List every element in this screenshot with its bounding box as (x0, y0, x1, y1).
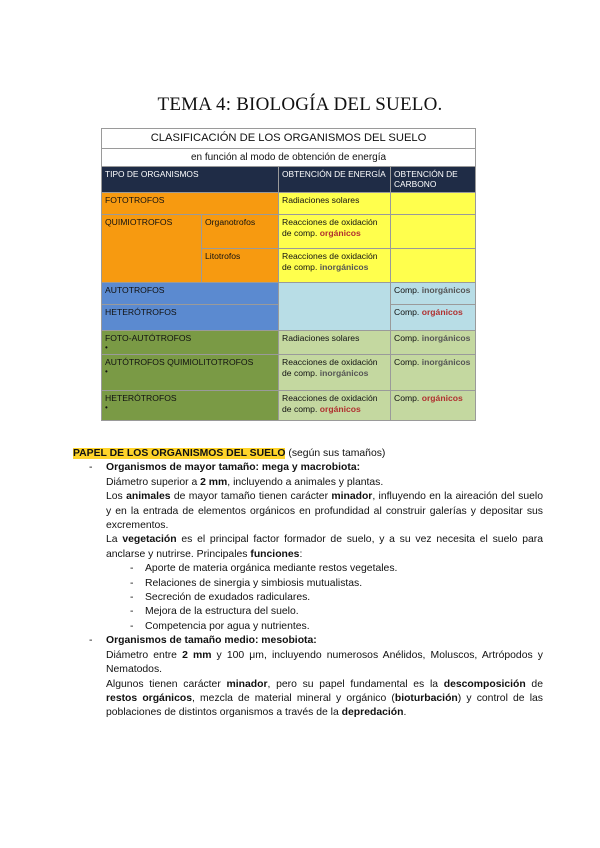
list-item-function: - Secreción de exudados radiculares. (130, 592, 311, 604)
cell-reacciones-organicos-2: Reacciones de oxidación de comp. orgánicos (279, 391, 391, 421)
cell-comp-inorganicos-3: Comp. inorgánicos (391, 355, 476, 391)
paragraph-minador: Algunos tienen carácter minador, pero su papel fundamental es la descomposición de restos orgánicos, mezcla de material mineral y orgánico (bioturbación) y control de las poblaciones de distintos organismos a través de la depredación. (106, 678, 543, 719)
list-item-function: - Competencia por agua y nutrientes. (130, 620, 310, 632)
cell-litotrofos: Litotrofos (202, 249, 279, 283)
header-tipo: TIPO DE ORGANISMOS (102, 167, 279, 193)
list-item-function: - Aporte de materia orgánica mediante restos vegetales. (130, 563, 398, 575)
classification-table (101, 128, 476, 421)
row-heterotrofos-2: HETERÓTROFOS • (102, 391, 279, 421)
cell-reacciones-inorganicos-2: Reacciones de oxidación de comp. inorgánicos (279, 355, 391, 391)
header-carbono: OBTENCIÓN DE CARBONO (391, 167, 476, 193)
header-energia: OBTENCIÓN DE ENERGÍA (279, 167, 391, 193)
row-foto-autotrofos: FOTO-AUTÓTROFOS • (102, 331, 279, 355)
list-item-function: - Mejora de la estructura del suelo. (130, 606, 299, 618)
row-autotrofos-quimio: AUTÓTROFOS QUIMIOLITOTROFOS • (102, 355, 279, 391)
paragraph-diametro-2: Diámetro entre 2 mm y 100 μm, incluyendo numerosos Anélidos, Moluscos, Artrópodos y Nematodos. (106, 649, 543, 676)
paragraph-diametro-1: Diámetro superior a 2 mm, incluyendo a animales y plantas. (106, 476, 384, 488)
cell-comp-inorganicos: Comp. inorgánicos (391, 283, 476, 305)
list-item-mesobiota: - Organismos de tamaño medio: mesobiota: (89, 635, 317, 647)
cell-comp-organicos: Comp. orgánicos (391, 305, 476, 331)
cell-organotrofos: Organotrofos (202, 215, 279, 249)
section-heading: PAPEL DE LOS ORGANISMOS DEL SUELO (según sus tamaños) (73, 448, 386, 459)
list-item-megabiota: - Organismos de mayor tamaño: mega y macrobiota: (89, 462, 361, 474)
cell-comp-organicos-2: Comp. orgánicos (391, 391, 476, 421)
cell-radiaciones-2: Radiaciones solares (279, 331, 391, 355)
row-fototrofos: FOTOTROFOS (102, 193, 279, 215)
row-heterotrofos: HETERÓTROFOS (102, 305, 279, 331)
table-subtitle: en función al modo de obtención de energía (102, 149, 476, 167)
list-item-function: - Relaciones de sinergia y simbiosis mutualistas. (130, 577, 363, 589)
cell-comp-inorganicos-2: Comp. inorgánicos (391, 331, 476, 355)
cell-reacciones-inorganicos: Reacciones de oxidación de comp. inorgánicos (279, 249, 391, 283)
row-autotrofos: AUTOTROFOS (102, 283, 279, 305)
paragraph-vegetacion: La vegetación es el principal factor formador de suelo, y a su vez necesita el suelo para anclarse y nutrirse. Principales funciones: (106, 534, 543, 560)
cell-radiaciones: Radiaciones solares (279, 193, 391, 215)
paragraph-animales: Los animales de mayor tamaño tienen carácter minador, influyendo en la aireación del suelo y en la entrada de elementos orgánicos en profundidad al construir galerías y depositar sus excrementos. (106, 491, 544, 532)
cell-reacciones-organicos: Reacciones de oxidación de comp. orgánicos (279, 215, 391, 249)
page-title: TEMA 4: BIOLOGÍA DEL SUELO. (157, 94, 443, 115)
table-title: CLASIFICACIÓN DE LOS ORGANISMOS DEL SUELO (102, 129, 476, 149)
organisms-role-section (73, 447, 543, 721)
row-quimiotrofos: QUIMIOTROFOS (102, 215, 202, 283)
